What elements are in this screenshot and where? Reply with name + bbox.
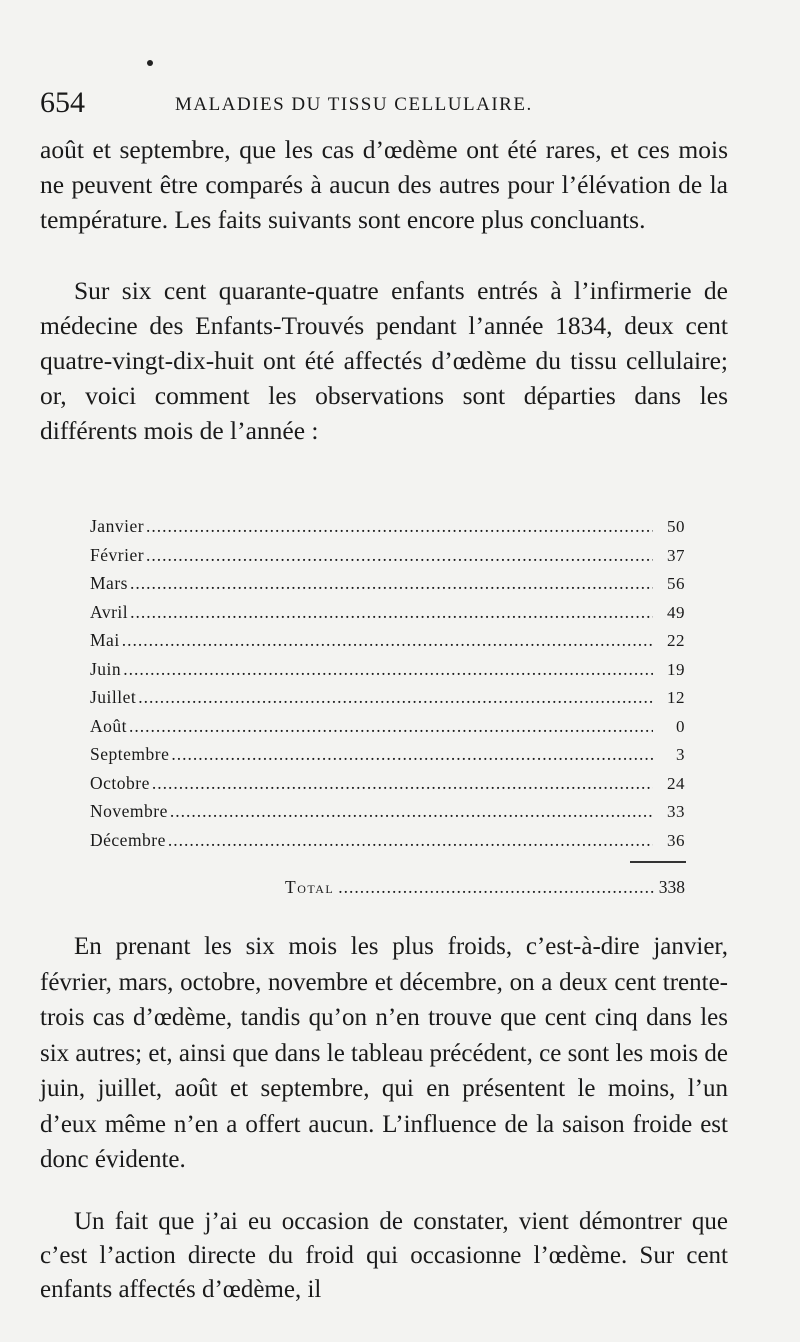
sum-rule xyxy=(630,861,686,863)
page-number: 654 xyxy=(40,86,85,119)
table-row xyxy=(90,744,685,773)
dot-leader xyxy=(170,801,653,822)
table-row xyxy=(90,545,685,574)
table-row xyxy=(90,801,685,830)
month-label: Novembre xyxy=(90,801,168,821)
month-value: 56 xyxy=(667,574,685,593)
month-label: Janvier xyxy=(90,516,145,536)
ink-dot xyxy=(147,60,153,66)
dot-leader xyxy=(122,630,653,651)
dot-leader xyxy=(146,516,653,537)
total-row xyxy=(285,877,685,898)
dot-leader xyxy=(123,659,653,680)
month-value: 37 xyxy=(667,545,685,565)
month-label: Décembre xyxy=(90,829,166,850)
month-value: 19 xyxy=(667,659,685,679)
month-label: Mars xyxy=(90,573,128,593)
table-row xyxy=(90,716,685,745)
paragraph-3: En prenant les six mois les plus froids, c’est-à-dire janvier, février, mars, octobre, novembre et décembre, on a deux cent trente-trois cas d’œdème, tandis qu’on n’en trouve que cent cinq dans les six autres; et, ainsi que dans le tableau précédent, ce sont les mois de juin, juillet, août et septembre, qui en présentent le moins, l’un d’eux même n’en a offert aucun. L’influence de la saison froide est donc évidente. xyxy=(40,933,728,1173)
table-row xyxy=(90,630,685,659)
dot-leader xyxy=(338,877,655,898)
table-row xyxy=(90,573,685,602)
paragraph-2: Sur six cent quarante-quatre enfants entrés à l’infirmerie de médecine des Enfants-Trouvés pendant l’année 1834, deux cent quatre-vingt-dix-huit ont été affectés d’œdème du tissu cellulaire; or, voici comment les observations sont départies dans les différents mois de l’année : xyxy=(40,276,728,445)
month-label: Avril xyxy=(90,601,129,622)
monthly-cases-table xyxy=(90,516,685,858)
month-label: Août xyxy=(90,715,127,736)
dot-leader xyxy=(152,773,653,794)
dot-leader xyxy=(138,687,653,708)
dot-leader xyxy=(130,573,653,594)
total-value: 338 xyxy=(658,877,685,897)
dot-leader xyxy=(146,545,653,566)
table-row xyxy=(90,773,685,802)
paragraph-1: août et septembre, que les cas d’œdème ont été rares, et ces mois ne peuvent être comparés à aucun des autres pour l’élévation de la température. Les faits suivants sont encore plus concluants. xyxy=(40,135,728,234)
month-label: Juin xyxy=(90,658,122,679)
dot-leader xyxy=(129,716,653,737)
month-value: 50 xyxy=(667,517,685,536)
month-value: 22 xyxy=(667,631,685,650)
month-value: 36 xyxy=(667,830,685,850)
month-label: Février xyxy=(90,544,145,565)
month-value: 33 xyxy=(667,802,685,821)
page-header xyxy=(40,86,755,126)
running-title: MALADIES DU TISSU CELLULAIRE. xyxy=(175,94,533,115)
month-label: Mai xyxy=(90,630,120,650)
month-label: Juillet xyxy=(90,687,137,707)
table-row xyxy=(90,602,685,631)
dot-leader xyxy=(171,744,653,765)
table-row xyxy=(90,516,685,545)
month-value: 3 xyxy=(676,745,685,764)
month-label: Septembre xyxy=(90,744,170,764)
month-value: 12 xyxy=(667,688,685,707)
month-value: 24 xyxy=(667,773,685,793)
table-row xyxy=(90,659,685,688)
table-row xyxy=(90,830,685,859)
month-label: Octobre xyxy=(90,772,150,793)
dot-leader xyxy=(130,602,653,623)
month-value: 49 xyxy=(667,602,685,622)
month-value: 0 xyxy=(676,716,685,736)
dot-leader xyxy=(168,830,653,851)
paragraph-4: Un fait que j’ai eu occasion de constater, vient démontrer que c’est l’action directe du froid qui occasionne l’œdème. Sur cent enfants affectés d’œdème, il xyxy=(40,1208,728,1303)
table-row xyxy=(90,687,685,716)
total-label: Total xyxy=(285,877,335,897)
